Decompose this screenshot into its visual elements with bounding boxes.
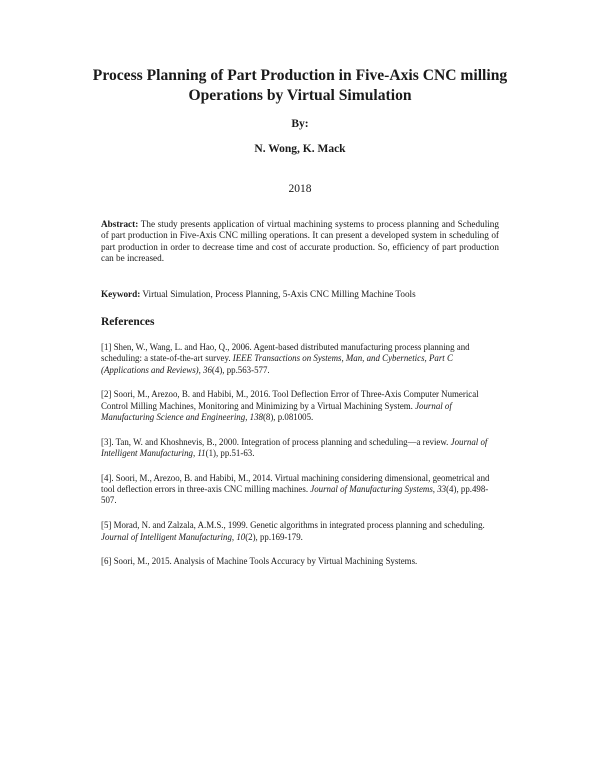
reference-text: [6] Soori, M., 2015. Analysis of Machine Tools Accuracy by Virtual Machining Systems.	[101, 556, 418, 567]
reference-volume: 33	[437, 484, 447, 495]
reference-text: [5] Morad, N. and Zalzala, A.M.S., 1999. Genetic algorithms in integrated process planning and scheduling.	[101, 520, 485, 531]
reference-separator: ,	[245, 411, 250, 422]
reference-text: [3]. Tan, W. and Khoshnevis, B., 2000. Integration of process planning and scheduling—a review.	[101, 436, 451, 447]
reference-separator: ,	[198, 364, 204, 375]
author-names: N. Wong, K. Mack	[254, 143, 346, 155]
reference-pages: (1), pp.51-63.	[205, 448, 255, 459]
reference-separator: ,	[432, 484, 438, 495]
by-label: By:	[291, 118, 309, 130]
reference-journal: Journal of Intelligent Manufacturing	[101, 531, 232, 542]
reference-volume: 138	[249, 411, 263, 422]
reference-separator: ,	[231, 531, 237, 542]
publication-year: 2018	[288, 183, 312, 195]
reference-journal: Journal of Manufacturing Systems	[310, 484, 433, 495]
keywords-label: Keyword:	[101, 289, 141, 299]
reference-journal: IEEE Transactions on Systems, Man, and Cybernetics, Part C (Applications and Reviews)	[101, 353, 453, 375]
reference-volume: 11	[197, 448, 206, 459]
reference-item-2	[101, 389, 499, 423]
reference-item-1	[101, 342, 499, 376]
reference-text: [2] Soori, M., Arezoo, B. and Habibi, M., 2016. Tool Deflection Error of Three-Axis Computer Numerical Control Milling Machines, Monitoring and Minimizing by a Virtual Machining System.	[101, 389, 479, 411]
reference-volume: 10	[236, 531, 246, 542]
abstract-text: The study presents application of virtual machining systems to process planning and Scheduling of part production in Five-Axis CNC milling operations. It can present a developed system in scheduling of part production in order to decrease time and cost of accurate production. So, efficiency of part production can be increased.	[101, 219, 499, 264]
reference-pages: (4), pp.498-507.	[101, 484, 489, 506]
reference-pages: (2), pp.169-179.	[245, 531, 303, 542]
reference-pages: (8), p.081005.	[262, 411, 314, 422]
reference-item-4	[101, 473, 499, 507]
reference-list	[101, 342, 499, 581]
reference-journal: Journal of Intelligent Manufacturing	[101, 436, 488, 459]
references-heading: References	[101, 316, 155, 328]
reference-pages: (4), pp.563-577.	[211, 364, 270, 375]
reference-separator: ,	[192, 448, 198, 459]
keywords-text: Virtual Simulation, Process Planning, 5-Axis CNC Milling Machine Tools	[140, 289, 416, 299]
keywords-line	[101, 289, 499, 300]
abstract-label: Abstract:	[101, 219, 139, 229]
reference-item-3	[101, 437, 499, 460]
reference-text: [4]. Soori, M., Arezoo, B. and Habibi, M., 2014. Virtual machining considering dimensional, geometrical and tool deflection errors in three-axis CNC milling machines.	[101, 472, 490, 495]
abstract-paragraph	[101, 219, 499, 265]
paper-title: Process Planning of Part Production in Five-Axis CNC milling Operations by Virtual Simulation	[92, 67, 508, 104]
reference-item-5	[101, 520, 499, 543]
reference-item-6	[101, 556, 499, 567]
reference-volume: 36	[203, 364, 212, 375]
reference-journal: Journal of Manufacturing Science and Engineering	[101, 400, 452, 422]
reference-text: [1] Shen, W., Wang, L. and Hao, Q., 2006. Agent-based distributed manufacturing process planning and scheduling: a state-of-the-art survey.	[101, 342, 470, 364]
